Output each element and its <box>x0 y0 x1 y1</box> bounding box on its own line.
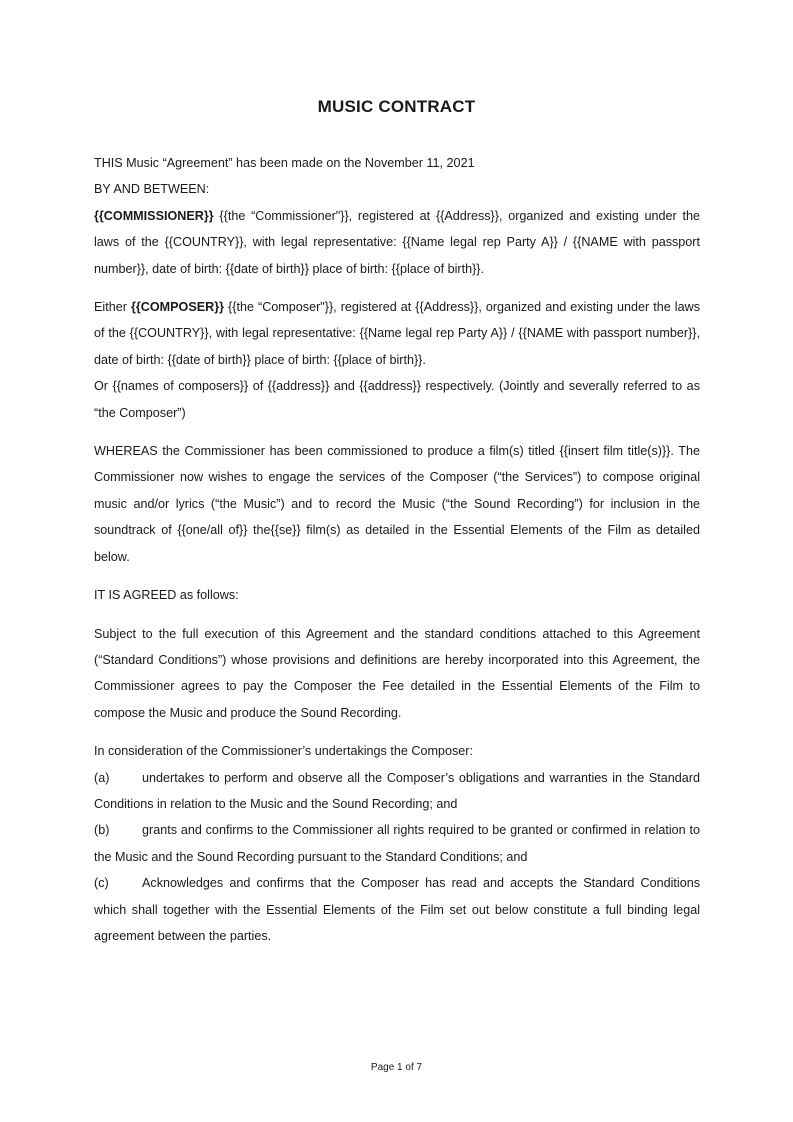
clause-label: (a) <box>94 770 110 785</box>
composer-or-paragraph: Or {{names of composers}} of {{address}} and {{address}} respectively. (Jointly and severally referred to as “the Composer”) <box>94 379 700 420</box>
agreed-line: IT IS AGREED as follows: <box>94 588 239 603</box>
commissioner-text: {{the “Commissioner"}}, registered at {{Address}}, organized and existing under the laws of the {{COUNTRY}}, with legal representative: {{Name legal rep Party A}} / {{NAME with passport number}}, date of birth: {{date of birth}} place of birth: {{place of birth}}. <box>94 208 700 276</box>
clause-label: (c) <box>94 876 109 891</box>
clause-c <box>94 870 700 949</box>
clause-a <box>94 765 700 818</box>
commissioner-paragraph <box>94 203 700 282</box>
document-title: MUSIC CONTRACT <box>317 97 476 116</box>
clause-text: Acknowledges and confirms that the Composer has read and accepts the Standard Conditions which shall together with the Essential Elements of the Film set out below constitute a full binding legal agreement between the parties. <box>94 876 700 943</box>
composer-name: {{COMPOSER}} <box>130 300 225 315</box>
whereas-paragraph: WHEREAS the Commissioner has been commissioned to produce a film(s) titled {{insert film title(s)}}. The Commissioner now wishes to engage the services of the Composer (“the Services”) to compose original music and/or lyrics (“the Music”) and to record the Music (“the Sound Recording”) for inclusion in the soundtrack of {{one/all of}} the{{se}} film(s) as detailed in the Essential Elements of the Film as detailed below. <box>94 444 700 564</box>
consideration-line: In consideration of the Commissioner’s undertakings the Composer: <box>94 744 473 759</box>
page-number-footer: Page 1 of 7 <box>370 1062 423 1073</box>
clause-text: grants and confirms to the Commissioner all rights required to be granted or confirmed in relation to the Music and the Sound Recording pursuant to the Standard Conditions; and <box>94 823 700 864</box>
composer-paragraph <box>94 294 700 373</box>
clause-text: undertakes to perform and observe all the Composer’s obligations and warranties in the Standard Conditions in relation to the Music and the Sound Recording; and <box>94 770 700 811</box>
composer-prefix: Either <box>94 300 131 315</box>
document-body <box>94 150 700 949</box>
commissioner-name: {{COMMISSIONER}} <box>94 208 214 223</box>
subject-paragraph: Subject to the full execution of this Agreement and the standard conditions attached to this Agreement (“Standard Conditions”) whose provisions and definitions are hereby incorporated into this Agreement, the Commissioner agrees to pay the Composer the Fee detailed in the Essential Elements of the Film to compose the Music and produce the Sound Recording. <box>94 626 700 720</box>
intro-line: THIS Music “Agreement” has been made on the November 11, 2021 <box>94 156 475 170</box>
clause-b <box>94 817 700 870</box>
composer-text: {{the “Composer"}}, registered at {{Address}}, organized and existing under the laws of the {{COUNTRY}}, with legal representative: {{Name legal rep Party A}} / {{NAME with passport number}}, date of birth: {{date of birth}} place of birth: {{place of birth}}. <box>94 300 700 367</box>
between-line: BY AND BETWEEN: <box>94 182 210 197</box>
clause-label: (b) <box>94 823 110 838</box>
